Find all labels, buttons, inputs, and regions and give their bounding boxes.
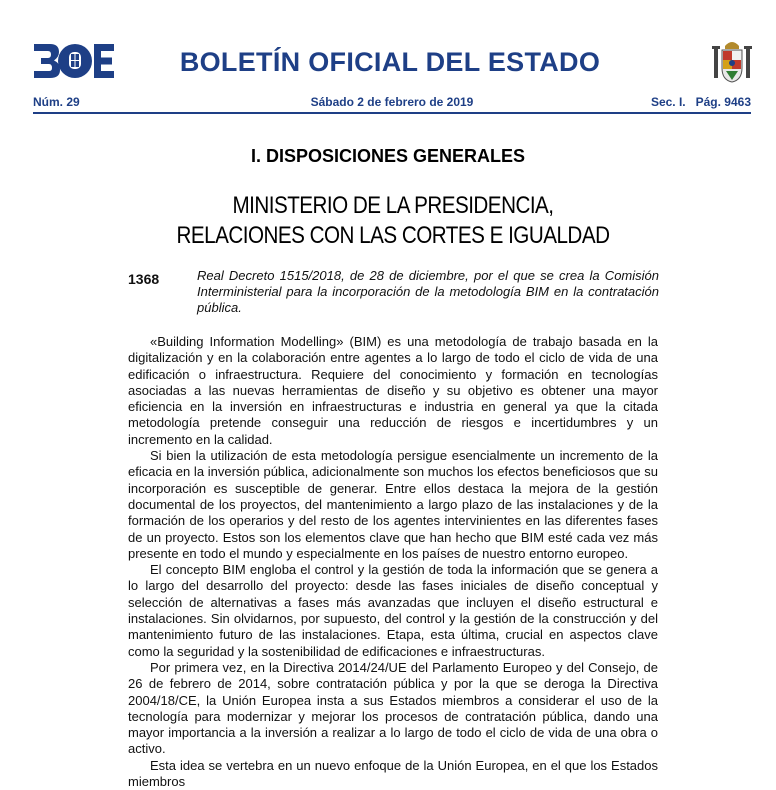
coat-of-arms-icon — [712, 38, 752, 84]
issue-date: Sábado 2 de febrero de 2019 — [310, 95, 474, 109]
header-rule — [33, 112, 751, 114]
boe-logo — [33, 43, 115, 79]
section-page: Sec. I. Pág. 9463 — [650, 95, 751, 109]
paragraph: «Building Information Modelling» (BIM) es una metodología de trabajo basada en la digitalización y en la colaboración entre agentes a lo largo de todo el ciclo de vida de una edificación o infraestructura. Requiere del conocimiento y formación en tecnologías asociadas a las nuevas herramientas de diseño y su objetivo es obtener una mayor eficiencia en la inversión en infraestructuras e industria en general ya que la citada metodología pretende conseguir una reducción de riesgos e incertidumbres y un incremento en la calidad. — [128, 334, 658, 447]
ministry-line-2: RELACIONES CON LAS CORTES E IGUALDAD — [176, 222, 610, 249]
paragraph: Si bien la utilización de esta metodología persigue esencialmente un incremento de la eficacia en la inversión pública, adicionalmente son muchos los efectos beneficiosos que su incorporación es susceptible de generar. Entre ellos destaca la mejora de la gestión documental de los proyectos, del mantenimiento a largo plazo de las instalaciones y de la formación de los operarios y del resto de los agentes intervinientes en las diferentes fases de un proyecto. Estos son los elementos clave que han hecho que BIM esté cada vez más presente en todo el mundo y especialmente en los países de nuestro entorno europeo. — [128, 448, 658, 561]
bulletin-title: BOLETÍN OFICIAL DEL ESTADO — [179, 47, 601, 77]
paragraph-cut-off: Esta idea se vertebra en un nuevo enfoque de la Unión Europea, en el que los Estados miembros — [128, 757, 658, 790]
section-title: I. DISPOSICIONES GENERALES — [250, 146, 526, 166]
document-body — [128, 334, 658, 790]
paragraph: Por primera vez, en la Directiva 2014/24/UE del Parlamento Europeo y del Consejo, de 26 de febrero de 2014, sobre contratación pública y por la que se deroga la Directiva 2004/18/CE, la Unión Europea insta a sus Estados miembros a considerar el uso de la tecnología para modernizar y mejorar los procesos de contratación pública, dando una mayor importancia a la inversión a realizar a lo largo de todo el ciclo de vida de una obra o activo. — [128, 659, 658, 757]
disposition-title: Real Decreto 1515/2018, de 28 de diciembre, por el que se crea la Comisión Interministerial para la incorporación de la metodología BIM en la contratación pública. — [197, 268, 659, 315]
issue-number: Núm. 29 — [33, 95, 80, 109]
ministry-heading — [55, 191, 731, 251]
ministry-line-1: MINISTERIO DE LA PRESIDENCIA, — [232, 192, 554, 219]
disposition-number: 1368 — [128, 271, 160, 287]
paragraph: El concepto BIM engloba el control y la gestión de toda la información que se genera a lo largo del desarrollo del proyecto: desde las fases iniciales de diseño conceptual y selección de alternativas a fases más avanzadas que incluyen el diseño estructural e instalaciones. Sin olvidarnos, por supuesto, del control y la gestión de la construcción y del mantenimiento futuro de las instalaciones. Etapa, esta última, crucial en aspectos clave como la seguridad y la sostenibilidad de edificaciones e infraestructuras. — [128, 562, 658, 659]
issue-info-bar — [33, 95, 751, 111]
